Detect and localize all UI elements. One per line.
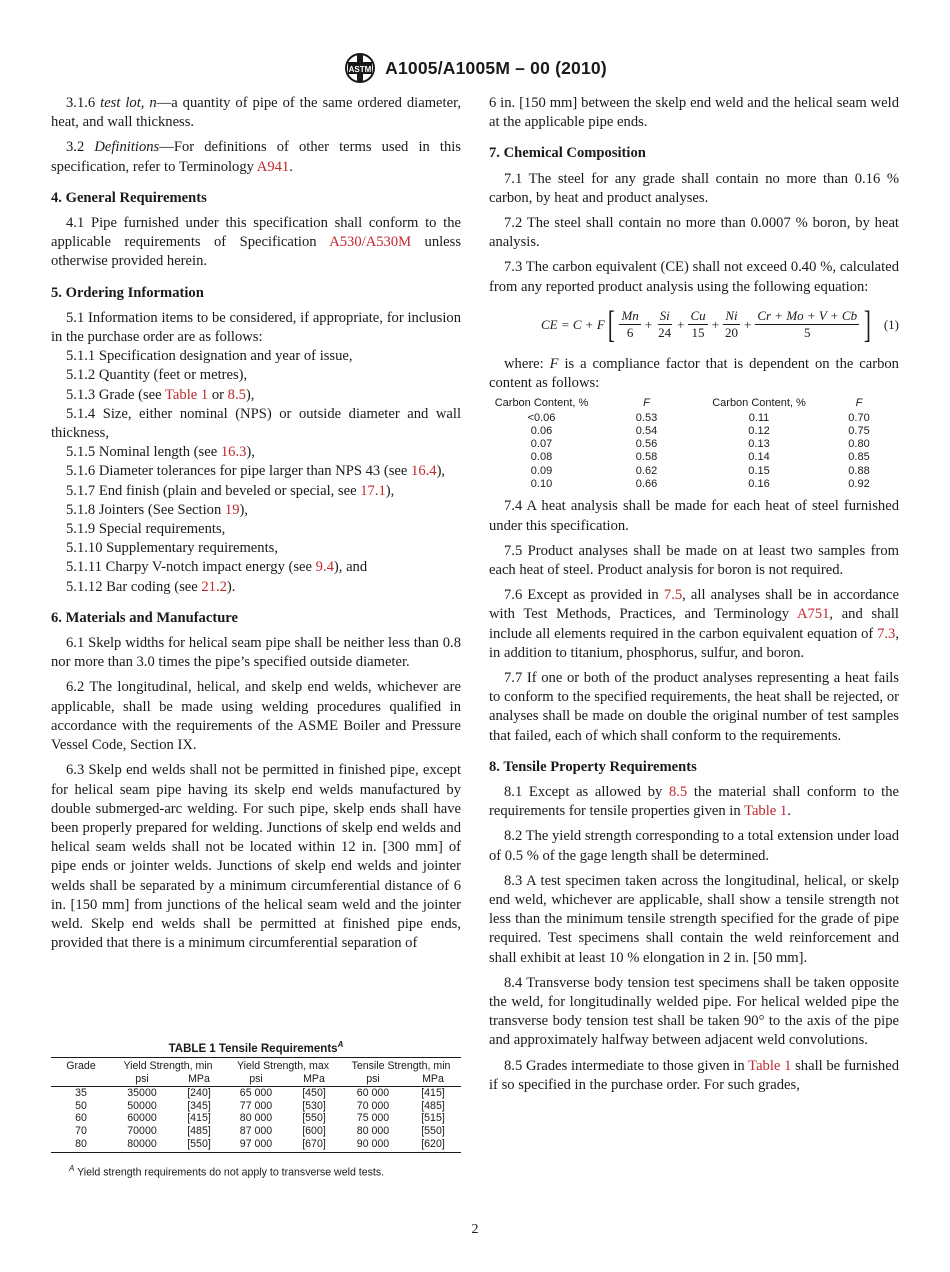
- table-cell: 0.56: [635, 438, 658, 451]
- fraction-cr-mo-v-cb: [755, 308, 859, 341]
- page-header: [0, 50, 950, 86]
- equation-bracket-right: ]: [863, 303, 871, 346]
- table-cell: [415]: [187, 1112, 211, 1125]
- table-cell: <0.06: [527, 411, 556, 424]
- table-cell: [450]: [302, 1087, 326, 1100]
- equation-body: [541, 303, 874, 347]
- table-cell: 80: [51, 1138, 111, 1153]
- table-1-footnote: [51, 1164, 461, 1179]
- link-19[interactable]: 19: [224, 501, 240, 518]
- equation-number: (1): [883, 316, 899, 332]
- table-cell: [530]: [302, 1099, 326, 1112]
- table-cell: 87 000: [239, 1124, 273, 1137]
- table-row: [489, 451, 899, 464]
- para-6-3: 6.3 Skelp end welds shall not be permitted in finished pipe, except for helical seam pipe having its skelp end welds manufactured by double submerged-arc welding. For such pipe, skelp ends shall have been properly prepared for welding. Junctions of skelp end welds and helical seam welds shall not be located within 12 in. [300 mm] of pipe ends or jointer welds. Junctions of skelp end welds and jointer welds shall be separated by a minimum circumferential distance of 6 in. [150 mm] from junctions of the helical seam weld and the jointer weld. Skelp end welds shall be permitted at finished pipe ends, provided that there is a minimum circumferential separation of: [51, 762, 461, 952]
- para-text: ),: [246, 444, 255, 461]
- table-row: [51, 1112, 461, 1125]
- table-cell: [600]: [302, 1124, 326, 1137]
- para-number: 3.2: [66, 139, 85, 156]
- table-cell: 0.07: [530, 438, 553, 451]
- right-column: [489, 94, 899, 1095]
- table-cell: 80 000: [356, 1124, 390, 1137]
- denominator: 5: [803, 325, 811, 341]
- table-cell: 0.54: [635, 424, 658, 437]
- para-text: 7.6 Except as provided in: [504, 587, 659, 604]
- para-7-1: 7.1 The steel for any grade shall contain no more than 0.16 % carbon, by heat and product analyses.: [489, 170, 899, 206]
- para-text: 4.1 Pipe furnished under this specification shall conform to the applicable requirements of Specification: [51, 215, 461, 251]
- item-5-1-10: 5.1.10 Supplementary requirements,: [66, 540, 278, 557]
- para-3-1-6: [51, 94, 461, 132]
- table-cell: 60000: [127, 1112, 157, 1125]
- equation-bracket-left: [: [607, 303, 615, 346]
- para-text: unless otherwise provided herein.: [51, 234, 462, 270]
- table-cell: 0.88: [848, 464, 870, 477]
- table-cell: 0.80: [848, 438, 870, 451]
- item-5-1-12: [51, 578, 461, 597]
- link-8-5[interactable]: 8.5: [227, 386, 246, 403]
- table-header: Yield Strength, max: [225, 1058, 341, 1073]
- para-7-6: [489, 586, 899, 663]
- para-text: ), and: [333, 559, 368, 576]
- para-7-7: 7.7 If one or both of the product analyses representing a heat fails to conform to the specified requirements, the heat shall be rejected, or analyses shall be made on double the original number of test samples that failed, each of which shall conform to the requirements.: [489, 669, 899, 744]
- page-number: 2: [471, 1222, 479, 1237]
- denominator: 24: [658, 325, 672, 341]
- table-row: [489, 438, 899, 451]
- table-cell: 0.62: [635, 464, 658, 477]
- table-cell: 0.53: [635, 411, 658, 424]
- link-a941[interactable]: A941: [256, 158, 290, 175]
- link-16-4[interactable]: 16.4: [411, 463, 437, 480]
- table-row: [51, 1138, 461, 1153]
- table-cell: 0.66: [635, 478, 658, 491]
- para-text: is a compliance factor that is dependent on the carbon content as follows:: [489, 355, 899, 392]
- item-5-1-3: [51, 386, 461, 405]
- table-cell: [550]: [421, 1124, 445, 1137]
- item-5-1-11: [51, 558, 461, 577]
- para-text: ),: [385, 482, 395, 499]
- item-5-1-1: 5.1.1 Specification designation and year of issue,: [66, 348, 353, 365]
- table-cell: 0.10: [530, 478, 553, 491]
- table-cell: 70: [75, 1124, 87, 1137]
- table-row: [489, 412, 899, 425]
- plus-sign: +: [711, 317, 719, 333]
- denominator: 6: [626, 325, 634, 341]
- carbon-equivalent-equation: [489, 303, 899, 349]
- para-8-4: 8.4 Transverse body tension test specimens shall be taken opposite the weld, for longitudinally welded pipe. For helical welded pipe the transverse body tension test shall be taken 90° to the axis of the pipe and approximately halfway between adjacent weld convolutions.: [489, 974, 899, 1049]
- table-cell: 0.85: [848, 451, 870, 464]
- table-header-empty: [51, 1073, 111, 1087]
- svg-text:ASTM: ASTM: [348, 65, 372, 74]
- para-text: 5.1.11 Charpy V-notch impact energy (see: [66, 559, 313, 576]
- para-text: , all analyses shall be in accordance with Test Methods, Practices, and Terminology: [489, 587, 899, 623]
- table-cell: 90 000: [341, 1138, 405, 1153]
- table-cell: [485]: [421, 1099, 445, 1112]
- item-5-1-4: 5.1.4 Size, either nominal (NPS) or outside diameter and wall thickness,: [51, 405, 461, 442]
- para-text: , and shall include all elements required in the carbon equivalent equation of: [489, 606, 899, 642]
- table-cell: [515]: [421, 1112, 445, 1125]
- link-7-3[interactable]: 7.3: [877, 625, 896, 642]
- defined-term: Definitions: [94, 139, 160, 156]
- item-5-1-5: [51, 443, 461, 462]
- document-title: A1005/A1005M – 00 (2010): [385, 57, 607, 78]
- denominator: 20: [724, 325, 738, 341]
- table-unit: psi: [225, 1073, 287, 1087]
- table-cell: 80000: [111, 1138, 173, 1153]
- fraction-ni: [723, 308, 740, 341]
- footnote-marker: A: [69, 1164, 75, 1173]
- para-text: , in addition to titanium, phosphorus, sulfur, and boron.: [489, 625, 899, 661]
- link-7-5[interactable]: 7.5: [663, 587, 683, 604]
- table-cell: [345]: [187, 1099, 211, 1112]
- table-cell: [485]: [187, 1124, 211, 1137]
- footnote-text: Yield strength requirements do not apply to transverse weld tests.: [77, 1166, 385, 1179]
- para-text: 8.1 Except as allowed by: [504, 783, 663, 800]
- table-cell: 60: [75, 1112, 87, 1125]
- equation-lhs: CE = C + F: [541, 317, 605, 333]
- variable-f: F: [549, 355, 559, 372]
- table-cell: 97 000: [225, 1138, 287, 1153]
- table-header: Grade: [51, 1058, 111, 1073]
- fraction-mn: [619, 308, 640, 341]
- table-header: Tensile Strength, min: [341, 1058, 461, 1073]
- para-text: shall be furnished if so specified in the purchase order. For such grades,: [489, 1057, 899, 1093]
- denominator: 15: [691, 325, 705, 341]
- para-text: 5.1.3 Grade (see: [66, 386, 162, 403]
- para-text: the material shall conform to the requirements for tensile properties given in: [489, 783, 899, 820]
- table-cell: 80 000: [239, 1112, 273, 1125]
- para-text: or: [211, 386, 225, 403]
- para-7-2: 7.2 The steel shall contain no more than 0.0007 % boron, by heat analysis.: [489, 215, 899, 251]
- table-unit: psi: [111, 1073, 173, 1087]
- table-1-title: [51, 1040, 461, 1055]
- link-9-4[interactable]: 9.4: [315, 559, 334, 576]
- table-cell: 77 000: [239, 1099, 273, 1112]
- item-5-1-2: 5.1.2 Quantity (feet or metres),: [66, 367, 248, 384]
- table-header: Carbon Content, %: [712, 397, 806, 410]
- para-8-1: [489, 783, 899, 821]
- table-cell: 70 000: [356, 1099, 390, 1112]
- table-cell: [550]: [173, 1138, 225, 1153]
- para-text: —For definitions of other terms used in this specification, refer to Terminology: [51, 139, 461, 175]
- numerator: Cu: [690, 308, 706, 324]
- table-cell: 0.08: [530, 451, 553, 464]
- table-cell: 0.12: [748, 424, 770, 437]
- fraction-cu: [688, 308, 707, 341]
- plus-sign: +: [644, 317, 653, 333]
- para-text: 5.1.7 End finish (plain and beveled or special, see: [66, 482, 357, 499]
- item-5-1-7: [51, 482, 461, 501]
- para-number: 3.1.6: [66, 95, 96, 111]
- table-header: Carbon Content, %: [494, 397, 589, 410]
- numerator: Ni: [725, 308, 738, 324]
- table-unit: MPa: [287, 1073, 341, 1087]
- table-cell: 35000: [127, 1087, 157, 1100]
- para-8-3: 8.3 A test specimen taken across the longitudinal, helical, or skelp end weld, whichever are applicable, shall show a tensile strength not less than the minimum tensile strength specified for the grade of pipe required. Test specimens shall contain the weld reinforcement and shall exhibit at least 10 % elongation in 2 in. [50 mm].: [489, 872, 899, 966]
- table-cell: 0.06: [530, 424, 553, 437]
- para-4-1: [51, 214, 461, 272]
- table-unit: psi: [341, 1073, 405, 1087]
- link-16-3[interactable]: 16.3: [220, 444, 247, 461]
- link-8-5[interactable]: 8.5: [668, 783, 688, 800]
- section-heading-7: 7. Chemical Composition: [489, 145, 646, 162]
- para-text: ),: [436, 463, 446, 480]
- table-row: [489, 465, 899, 478]
- para-text: 5.1.5 Nominal length (see: [66, 444, 218, 461]
- link-a751[interactable]: A751: [796, 606, 830, 623]
- table-title-text: TABLE 1 Tensile Requirements: [168, 1042, 338, 1055]
- item-5-1-9: 5.1.9 Special requirements,: [66, 521, 226, 538]
- item-5-1-6: [51, 462, 461, 481]
- table-row: [489, 478, 899, 491]
- table-cell: 50: [75, 1099, 87, 1112]
- fraction-si: [656, 308, 673, 341]
- link-table-1[interactable]: Table 1: [165, 386, 209, 403]
- para-text: .: [289, 158, 293, 175]
- para-8-5: [489, 1057, 899, 1095]
- section-heading-6: 6. Materials and Manufacture: [51, 609, 238, 626]
- link-table-1[interactable]: Table 1: [744, 803, 788, 820]
- table-cell: 0.13: [748, 438, 770, 451]
- item-5-1-8: [51, 501, 461, 520]
- numerator: Mn: [621, 308, 639, 324]
- plus-sign: +: [677, 317, 685, 333]
- carbon-factor-table: [489, 397, 899, 491]
- link-table-1[interactable]: Table 1: [748, 1057, 792, 1074]
- para-7-5: 7.5 Product analyses shall be made on at least two samples from each heat of steel. Product analysis for boron is not required.: [489, 542, 899, 578]
- section-heading-8: 8. Tensile Property Requirements: [489, 758, 697, 775]
- table-row: [51, 1087, 461, 1100]
- footnote-marker: A: [337, 1040, 344, 1049]
- para-text: ),: [239, 501, 249, 518]
- para-text: ),: [245, 386, 255, 403]
- numerator: Cr + Mo + V + Cb: [757, 308, 858, 324]
- para-text: 5.1.8 Jointers (See Section: [66, 501, 222, 518]
- table-row: [51, 1100, 461, 1113]
- table-unit: MPa: [405, 1073, 461, 1087]
- table-cell: 0.70: [848, 411, 870, 424]
- table-cell: 70000: [127, 1124, 157, 1137]
- para-where: [489, 355, 899, 393]
- section-heading-4: 4. General Requirements: [51, 189, 207, 206]
- para-8-2: 8.2 The yield strength corresponding to a total extension under load of 0.5 % of the gage length shall be determined.: [489, 828, 899, 864]
- para-text: ).: [226, 578, 236, 595]
- table-cell: 65 000: [239, 1087, 273, 1100]
- para-text: 5.1.12 Bar coding (see: [66, 578, 198, 595]
- plus-sign: +: [743, 317, 752, 333]
- astm-logo-icon: [343, 52, 377, 84]
- table-cell: 0.11: [748, 411, 770, 424]
- section-heading-5: 5. Ordering Information: [51, 284, 204, 301]
- table-cell: 35: [75, 1087, 87, 1100]
- table-cell: 60 000: [356, 1087, 390, 1100]
- table-cell: 0.15: [748, 464, 770, 477]
- table-cell: [620]: [405, 1138, 461, 1153]
- para-6-2: 6.2 The longitudinal, helical, and skelp end welds, whichever are applicable, shall be made using welding procedures qualified in accordance with the requirements of the ASME Boiler and Pressure Vessel Code, Section IX.: [51, 679, 461, 754]
- table-cell: [415]: [421, 1087, 445, 1100]
- table-cell: 0.16: [748, 478, 770, 491]
- para-7-3: 7.3 The carbon equivalent (CE) shall not exceed 0.40 %, calculated from any reported product analysis using the following equation:: [489, 259, 899, 295]
- table-cell: [550]: [302, 1112, 326, 1125]
- numerator: Si: [659, 308, 670, 324]
- table-cell: [670]: [287, 1138, 341, 1153]
- link-21-2[interactable]: 21.2: [201, 578, 227, 595]
- para-5-1: 5.1 Information items to be considered, if appropriate, for inclusion in the purchase order are as follows:: [51, 309, 461, 346]
- table-cell: 0.75: [848, 424, 870, 437]
- table-cell: 50000: [127, 1099, 157, 1112]
- table-cell: 0.14: [748, 451, 770, 464]
- table-cell: [240]: [187, 1087, 211, 1100]
- para-7-4: 7.4 A heat analysis shall be made for each heat of steel furnished under this specification.: [489, 498, 899, 534]
- table-unit: MPa: [173, 1073, 225, 1087]
- link-17-1[interactable]: 17.1: [360, 482, 386, 499]
- left-column: [51, 94, 461, 953]
- table-header: Yield Strength, min: [111, 1058, 225, 1073]
- table-header: F: [855, 397, 863, 410]
- para-3-2: [51, 138, 461, 176]
- table-cell: 0.58: [635, 451, 658, 464]
- table-1: [51, 1057, 461, 1153]
- table-cell: 0.09: [530, 464, 553, 477]
- link-a530[interactable]: A530/A530M: [329, 234, 412, 251]
- table-row: [51, 1125, 461, 1138]
- para-text: where:: [504, 355, 544, 372]
- para-text: —a quantity of pipe of the same ordered diameter, heat, and wall thickness.: [51, 95, 461, 131]
- table-row: [489, 425, 899, 438]
- table-header: F: [643, 397, 650, 410]
- para-6-1: 6.1 Skelp widths for helical seam pipe shall be neither less than 0.8 nor more than 3.0 times the pipe’s specified outside diameter.: [51, 635, 461, 671]
- table-cell: 75 000: [356, 1112, 390, 1125]
- para-6-3-continued: 6 in. [150 mm] between the skelp end weld and the helical seam weld at the applicable pipe ends.: [489, 95, 899, 131]
- table-cell: 0.92: [848, 478, 870, 491]
- para-text: 5.1.6 Diameter tolerances for pipe larger than NPS 43 (see: [66, 463, 408, 480]
- para-text: .: [787, 803, 791, 820]
- para-text: 8.5 Grades intermediate to those given in: [504, 1057, 745, 1074]
- defined-term: test lot, n: [100, 95, 157, 111]
